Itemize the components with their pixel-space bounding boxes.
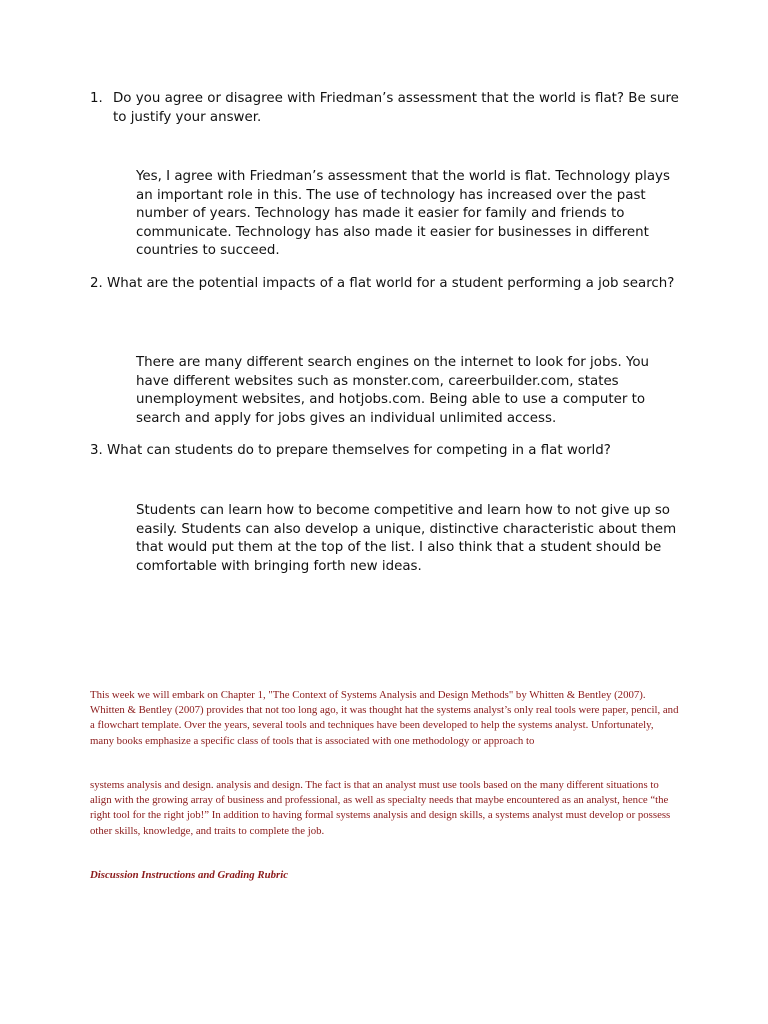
answer-2: There are many different search engines on the internet to look for jobs. You have different websites such as monster.com, careerbuilder.com, states unemployment websites, and hotjobs.com. Being able to use a computer to search and apply for jobs gives an individual unlimited access. xyxy=(136,355,650,426)
answer-1: Yes, I agree with Friedman’s assessment that the world is flat. Technology plays an important role in this. The use of technology has increased over the past number of years. Technology has made it easier for family and friends to communicate. Technology has also made it easier for businesses in different countries to succeed. xyxy=(136,169,670,259)
rubric-heading: Discussion Instructions and Grading Rubric xyxy=(90,869,289,881)
footer-paragraph-1: This week we will embark on Chapter 1, "The Context of Systems Analysis and Design Methods" by Whitten & Bentley (2007). Whitten & Bentley (2007) provides that not too long ago, it was thought hat the systems analyst’s only real tools were paper, pencil, and a flowchart template. Over the years, several tools and techniques have been developed to help the systems analyst. Unfortunately, many books emphasize a specific class of tools that is associated with one methodology or approach to xyxy=(90,689,679,747)
question-1-text: Do you agree or disagree with Friedman’s assessment that the world is flat? Be sure to justify your answer. xyxy=(113,91,679,125)
answer-3: Students can learn how to become competitive and learn how to not give up so easily. Students can also develop a unique, distinctive characteristic about them that would put them at the top of the list. I also think that a student should be comfortable with bringing forth new ideas. xyxy=(136,503,677,574)
question-1-number: 1. xyxy=(90,91,103,106)
question-1 xyxy=(90,89,680,127)
footer-paragraph-2: systems analysis and design. analysis and design. The fact is that an analyst must use tools based on the many different situations to align with the growing array of business and professional, as well as specialty needs that maybe encountered as an analyst, hence “the right tool for the right job!” In addition to having formal systems analysis and design skills, a systems analyst must develop or possess other skills, knowledge, and traits to complete the job. xyxy=(90,779,671,837)
question-2: 2. What are the potential impacts of a flat world for a student performing a job search? xyxy=(90,276,675,291)
question-3: 3. What can students do to prepare themselves for competing in a flat world? xyxy=(90,443,611,458)
